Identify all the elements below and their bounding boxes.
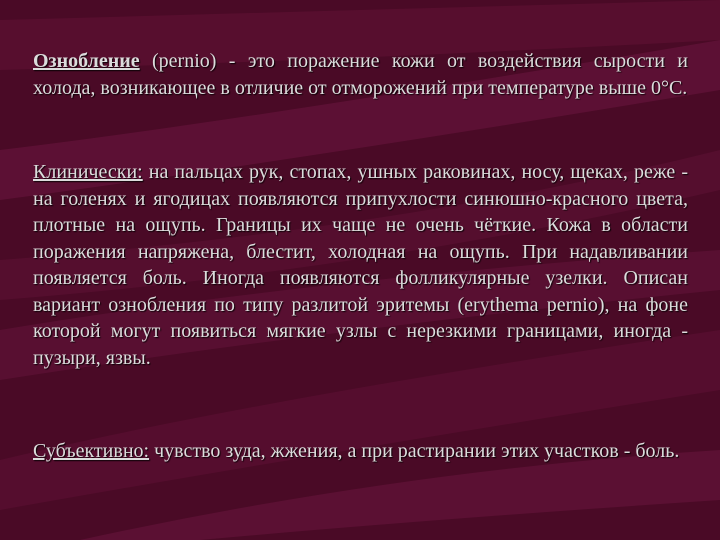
definition-body: (pernio) - это поражение кожи от воздействия сырости и холода, возникающее в отличие от отморожений при температуре выше 0°С.: [33, 50, 688, 99]
subjective-paragraph: [33, 438, 688, 465]
clinical-paragraph: [33, 159, 688, 371]
definition-term: Ознобление: [33, 50, 140, 72]
subjective-label: Субъективно:: [33, 440, 150, 462]
clinical-body: на пальцах рук, стопах, ушных раковинах, носу, щеках, реже - на голенях и ягодицах появляются припухлости синюшно-красного цвета, плотные на ощупь. Границы их чаще не очень чёткие. Кожа в области поражения напряжена, блестит, холодная на ощупь. При надавливании появляется боль. Иногда появляются фолликулярные узелки. Описан вариант ознобления по типу разлитой эритемы (erythema pernio), на фоне которой могут появиться мягкие узлы с нерезкими границами, иногда - пузыри, язвы.: [33, 161, 688, 369]
clinical-label: Клинически:: [33, 161, 143, 183]
subjective-body: чувство зуда, жжения, а при растирании этих участков - боль.: [149, 440, 680, 462]
definition-paragraph: [33, 48, 688, 101]
